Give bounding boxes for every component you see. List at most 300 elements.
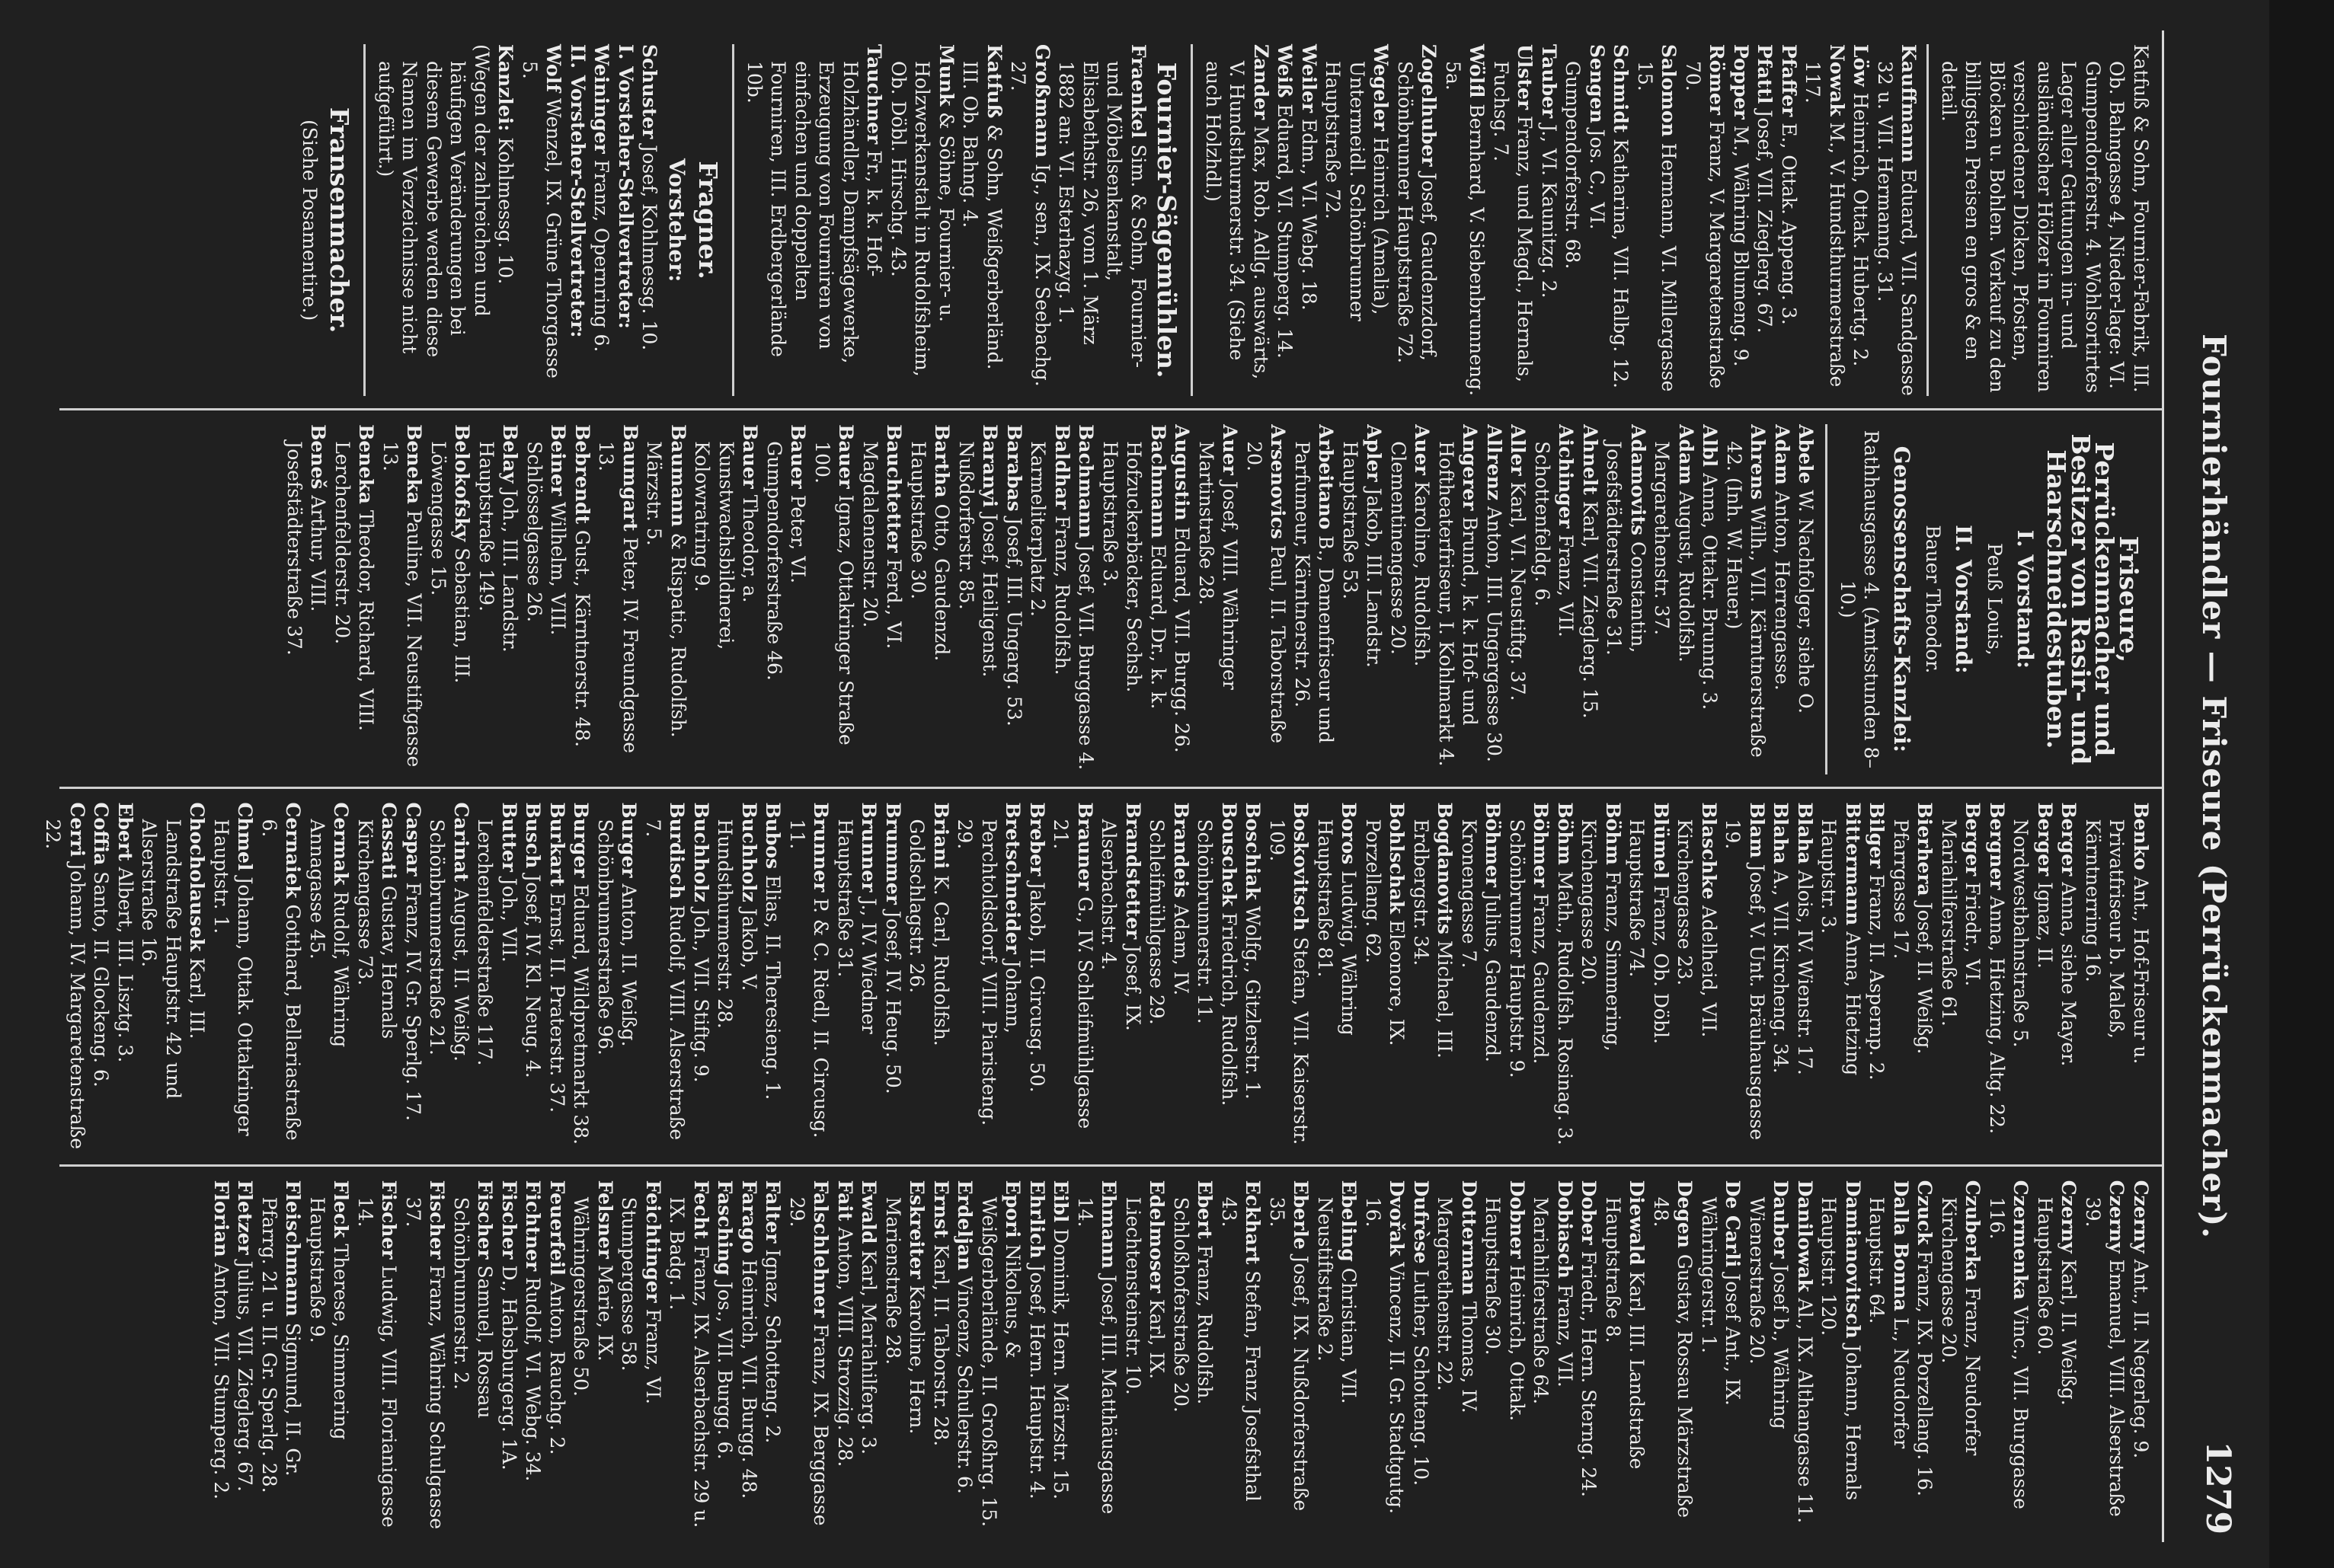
entry-details: Stefan, Franz Josefsthal 43. [1218, 1196, 1265, 1502]
entry-details: Eduard, VII. Sandgasse 32 u. VII. Hermanng. 31. [1874, 61, 1920, 396]
entry-name: Bittermann [1842, 802, 1864, 926]
entry-name: Brauner [1074, 802, 1096, 891]
cross-reference: (Siehe Posamentire.) [299, 120, 321, 321]
entry-details: Gotthard, Bellariastraße 6. [258, 819, 305, 1141]
entry-name: Falschlehner [810, 1180, 833, 1318]
entry-name: Adamovits [1627, 424, 1649, 536]
entry-name: Eskreiter [906, 1180, 929, 1279]
entry-name: Tauber [1538, 44, 1560, 119]
entry-list-4 [209, 1180, 2153, 1530]
entry-name: Arbeitano [1315, 424, 1338, 530]
entry-name: Bogdanovits [1434, 802, 1456, 934]
entry-name: Adam [1675, 424, 1697, 485]
entry-details: Gustav, Rossau Märzstraße 48. [1650, 1196, 1696, 1519]
directory-entry [233, 1180, 257, 1530]
directory-entry [1722, 424, 1770, 774]
entry-details: Franz, Neudorfer Kirchengasse 20. [1938, 1196, 1984, 1456]
divider [1191, 44, 1194, 396]
directory-entry [283, 424, 331, 774]
directory-entry [1361, 803, 1409, 1152]
entry-name: Ehmann [1098, 1180, 1121, 1269]
entry-name: Ehrlich [1026, 1180, 1048, 1259]
directory-entry [1753, 44, 1777, 396]
page-number: 1279 [2198, 1441, 2237, 1534]
entry-details: Jakob, V. Hundsthurmerstr. 28. [714, 819, 760, 1029]
entry-details: Franz, VII. Mariahilferstraße 64. [1530, 1196, 1576, 1405]
entry-details: B., Damenfriseur und Parfumeur, Kärntnerstr. 26. [1291, 441, 1338, 744]
entry-name: Felsner [594, 1180, 616, 1259]
entry-name: Weiler [1298, 44, 1320, 113]
officer-value: Peuß Louis, [1984, 542, 2006, 656]
directory-entry [953, 1180, 977, 1530]
entry-details: Rudolf, VI. Webg. 34. [522, 1271, 545, 1482]
directory-entry [1097, 803, 1145, 1152]
entry-details: Anton, VII. Stumperg. 2. [210, 1257, 232, 1500]
directory-entry [1529, 1180, 1577, 1530]
section-heading-fransen: Fransenmacher. [325, 107, 355, 334]
entry-name: Aichinger [1555, 424, 1578, 529]
directory-entry [1241, 803, 1265, 1152]
entry-name: Burger [570, 802, 593, 878]
directory-entry [1273, 44, 1297, 396]
entry-details: Anton, III. Ungargasse 30. [1483, 500, 1505, 762]
directory-entry [590, 44, 614, 396]
directory-entry [690, 424, 763, 774]
entry-name: Czuck [1914, 1180, 1936, 1245]
entry-details: Franz, IX. Berggasse 29. [786, 1196, 833, 1526]
directory-entry [1650, 424, 1698, 774]
entry-name: Baranyi [979, 424, 1002, 508]
entry-details: Heinrich, Ottak. Hubertg. 2. [1850, 86, 1872, 367]
entry-name: Römer [1706, 44, 1728, 115]
entry-details: & Sohn, Weißgerberländ. III. Ob. Bahng. 4. [959, 61, 1006, 370]
directory-entry [1313, 803, 1361, 1152]
directory-entry [1793, 803, 1818, 1152]
directory-entry [1729, 44, 1754, 396]
entry-name: Fischer [426, 1180, 449, 1260]
directory-entry [1673, 803, 1721, 1152]
entry-details: Friedrich, Rudolfsh. Schönbrunnerstr. 11. [1194, 819, 1240, 1107]
directory-entry [1386, 424, 1434, 774]
entry-details: Eduard, Wildpretmarkt 38. [570, 877, 593, 1145]
entry-name: Bauer [787, 424, 810, 489]
entry-details: Ludwig, VIII. Florianigasse 14. [354, 1196, 401, 1528]
directory-entry [497, 1180, 522, 1530]
entry-name: Diewald [1626, 1180, 1648, 1266]
entry-details: Johann, Perchtoldsdorf, VIII. Piaristeng. 29. [954, 819, 1025, 1126]
entry-name: Arsenovics [1267, 424, 1290, 539]
divider [364, 44, 366, 396]
directory-entry [713, 1180, 737, 1530]
directory-entry [1602, 424, 1650, 774]
entry-details: Ludwig, Währing Hauptstraße 81. [1314, 819, 1360, 1036]
entry-name: Buchholz [738, 802, 760, 902]
directory-entry [811, 424, 858, 774]
directory-entry [1201, 44, 1274, 396]
directory-entry [953, 803, 1025, 1152]
directory-entry [518, 44, 566, 396]
directory-entry [763, 424, 811, 774]
entry-name: Damianovitsch [1842, 1180, 1864, 1339]
entry-details: Brund., k. k. Hof- und Hoftheaterfriseur, I. Kohlmarkt 4. [1435, 441, 1482, 767]
entry-name: Eibl [1050, 1180, 1073, 1223]
directory-entry [1049, 803, 1097, 1152]
directory-entry [1169, 1180, 1217, 1530]
entry-details: Joh., VII. Stiftg. 9. [690, 902, 712, 1083]
directory-entry [954, 424, 1002, 774]
directory-entry [1817, 1180, 1865, 1530]
entry-details: Josef, IV. Kl. Neug. 4. [522, 868, 545, 1078]
directory-entry [689, 803, 714, 1152]
entry-details: Ant., II. Negerleg. 9. [2130, 1253, 2152, 1459]
entry-name: Belay [499, 424, 522, 484]
entry-name: Burkart [546, 802, 568, 887]
entry-details: Franz, VII. Schottenfeldg. 6. [1531, 441, 1578, 637]
entry-name: Berger [2034, 802, 2056, 877]
entry-name: Dober [1578, 1180, 1600, 1245]
column-3 [42, 787, 2162, 1164]
directory-entry [1505, 803, 1553, 1152]
directory-entry [887, 44, 959, 396]
entry-name: Belokofsky [451, 424, 474, 542]
entry-details: August, Rudolfsh. Margarethenstr. 37. [1651, 441, 1697, 663]
entry-name: Ebeling [1338, 1180, 1360, 1262]
entry-details: Franz, IV. Gr. Sperlg. 17. [402, 876, 424, 1121]
directory-entry [617, 1180, 665, 1530]
section-heading: Fournier-Sägemühlen. [1152, 62, 1182, 378]
directory-entry [545, 1180, 570, 1530]
directory-entry [1601, 1180, 1649, 1530]
entry-details: Peter, VI. Gumpendorferstraße 46. [763, 441, 810, 681]
entry-details: Thomas, IV. Margarethenstr. 22. [1434, 1196, 1480, 1413]
entry-name: Nowak [1826, 44, 1848, 117]
entry-details: Franz, II. Aspernp. 2. [1866, 868, 1888, 1081]
entry-details: Eleonore, IX. Porzellang. 62. [1362, 819, 1408, 1046]
entry-name: Allrenz [1483, 424, 1505, 501]
entry-details: Josef, IV. Heug. 50. [882, 904, 904, 1094]
entry-name: Schmidt [1610, 44, 1632, 133]
entry-details: Rudolf, Währing Annagasse 45. [306, 819, 353, 1048]
entry-name: Boros [1338, 802, 1360, 865]
entry-details: Anna, Ottakr. Brunng. 3. [1699, 467, 1722, 711]
entry-name: Degen [1674, 1180, 1696, 1248]
column-1 [59, 30, 2162, 408]
directory-entry [1530, 424, 1578, 774]
directory-entry [761, 1180, 785, 1530]
directory-entry [1409, 803, 1457, 1152]
directory-entry [1441, 44, 1489, 396]
officer-label: I. Vorstand: [2013, 529, 2038, 669]
section-heading-fragner: Fragner. [693, 161, 724, 279]
directory-entry [379, 424, 427, 774]
entry-details: J., IV. Wiedner Hauptstraße 31. [834, 819, 881, 1034]
entry-details: Josef, VII. Burggasse 4. [1075, 538, 1098, 771]
directory-entry [1506, 424, 1530, 774]
entry-name: Czerny [2130, 1180, 2152, 1253]
directory-entry [857, 1180, 881, 1530]
entry-details: Friedr., VI. Mariahilferstraße 61. [1938, 819, 1984, 1027]
entry-name: Caspar [402, 802, 424, 877]
entry-details: Anton, II. Weißg. Schönbrunnerstraße 96. [594, 819, 641, 1055]
divider [733, 44, 735, 396]
entry-name: Bauer [835, 424, 858, 489]
directory-entry [545, 803, 570, 1152]
entry-name: Cassati [378, 802, 401, 880]
entry-details: Michael, III. Erdbergstr. 34. [1410, 819, 1456, 1059]
entry-details: Joh., VII. Lerchenfelderstraße 117. [474, 819, 520, 1066]
directory-entry [594, 424, 642, 774]
directory-entry [353, 803, 401, 1152]
entry-name: Burdisch [666, 802, 689, 899]
entry-details: Marie, IX. Währingerstraße 50. [570, 1196, 616, 1397]
entry-details: Franz, Gaudenzd. Schönbrunner Hauptstr. 9. [1506, 819, 1552, 1078]
directory-entry [1025, 1180, 1050, 1530]
directory-entry [1649, 1180, 1697, 1530]
entry-details: Adam, IV. Schleifmühlgasse 29. [1146, 819, 1192, 1025]
entry-name: Cermak [330, 802, 353, 886]
entry-list-1 [1201, 44, 1921, 396]
directory-entry [2129, 1180, 2153, 1530]
advertisement: Katfuß & Sohn, Fournier-Fabrik, III. Ob. Bahngasse 4, Nieder-lage: VI. Gumpendorferstr. 4. Wohlsortirtes Lager aller Gattungen in- und ausländischer Hölzer in Fourniren verschiedener Dicken, Pfosten, Blöcken u. Bohlen. Verkauf zu den billigsten Preisen en gros & en detail. [1927, 44, 2153, 396]
directory-entry [1553, 803, 1578, 1152]
entry-details: Bernhard, V. Siebenbrunneng. 5a. [1442, 61, 1488, 396]
entry-name: Salomon [1658, 44, 1680, 137]
directory-entry [137, 803, 209, 1152]
directory-entry [1913, 1180, 1937, 1530]
entry-name: Böhmer [1530, 802, 1552, 888]
entry-name: Schuster [638, 44, 661, 139]
entry-details: Jakob, II. Circusg. 50. [1026, 876, 1048, 1093]
directory-entry [1006, 44, 1054, 396]
directory-entry [881, 803, 906, 1152]
entry-name: Florian [210, 1180, 232, 1257]
directory-entry [2009, 803, 2057, 1152]
entry-name: Epori [1002, 1180, 1025, 1238]
directory-entry [1098, 424, 1171, 774]
entry-name: Czermenka [2009, 1180, 2032, 1300]
entry-details: Julius, VII. Zieglerg. 67. [234, 1254, 257, 1492]
entry-name: Bierhera [1914, 802, 1936, 896]
entry-details: G., IV. Schleifmühlgasse 21. [1050, 819, 1096, 1129]
entry-name: Weiß [1274, 44, 1296, 98]
entry-details: Heinrich, VII. Burgg. 48. [738, 1253, 760, 1499]
entry-name: Apler [1363, 424, 1386, 482]
directory-entry [1697, 1180, 1745, 1530]
directory-entry [1313, 1180, 1361, 1530]
entry-details: Anna, siehe Mayer. [2057, 876, 2080, 1067]
entry-details: J., VI. Kaunitzg. 2. [1538, 118, 1560, 299]
entry-name: Blam [1746, 802, 1768, 858]
entry-name: Boschiak [1242, 802, 1265, 900]
entry-name: Czuberka [1962, 1180, 1984, 1282]
entry-details: Ferd., VI. Magdalenenstr. 20. [859, 441, 906, 650]
directory-entry [1434, 424, 1482, 774]
entry-details: Friedr., Hern. Sterng. 24. [1578, 1244, 1600, 1497]
page-title: Fournierhändler — Friseure (Perrückenmacher). [2195, 334, 2233, 1239]
entry-details: Rudolf, VIII. Alserstraße 7. [642, 819, 689, 1141]
entry-details: Karl, III. Landstraße Hauptstraße 8. [1602, 1196, 1648, 1470]
entry-name: Bebrendt [571, 424, 593, 525]
entry-details: Karl, Mariahilferg. 3. [858, 1244, 881, 1455]
entry-details: Alois, IV. Wienstr. 17. [1794, 864, 1816, 1075]
directory-entry [1170, 424, 1194, 774]
directory-entry [1193, 803, 1241, 1152]
directory-entry [1721, 803, 1769, 1152]
directory-entry [209, 803, 257, 1152]
entry-name: Zander [1250, 44, 1272, 120]
entry-name: Pfattl [1754, 44, 1776, 104]
directory-entry [1482, 424, 1507, 774]
directory-entry [353, 1180, 401, 1530]
entry-details: Karl, III. Landstraße Hauptstr. 42 und Alserstraße 16. [138, 819, 209, 1100]
entry-name: Chmel [234, 802, 257, 871]
entry-details: Elias, II. Theresieng. 1. [762, 869, 785, 1100]
entry-name: Farago [738, 1180, 760, 1253]
entry-name: Pfaffer [1778, 44, 1800, 117]
entry-list-sawmills [743, 44, 1151, 396]
entry-details: Franz, VI. Stumpergasse 58. [618, 1196, 664, 1404]
entry-name: Fait [834, 1180, 856, 1222]
directory-entry [1625, 803, 1673, 1152]
entry-details: Karoline, Rudolfsh. Clementinengasse 20. [1387, 441, 1434, 667]
entry-name: Busch [522, 802, 545, 869]
directory-entry [571, 424, 595, 774]
directory-entry [743, 44, 887, 396]
entry-name: Dobiasch [1554, 1180, 1576, 1279]
entry-details: Al., IX. Althangasse 11. [1794, 1292, 1816, 1524]
directory-entry [1865, 1180, 1913, 1530]
entry-details: M., Währing Blumeng. 9. [1730, 119, 1752, 367]
entry-name: Brunner [810, 802, 833, 893]
directory-entry [449, 1180, 497, 1530]
entry-details: Franz, Opernring 6. [590, 153, 613, 353]
entry-details: Franz, und Magd., Hernals, Fuchsg. 7. [1490, 61, 1536, 383]
entry-details: A., VII. Kircheng. 34. [1770, 864, 1792, 1074]
entry-details: Wolfg., Gitzlerstr. 1. [1242, 899, 1265, 1100]
entry-details: Karl, II. Weißg. Hauptstraße 60. [2034, 1196, 2080, 1406]
directory-entry [2081, 803, 2153, 1152]
entry-details: Jos. C., VI. Gumpendorferstr. 68. [1562, 61, 1608, 270]
directory-entry [1794, 424, 1818, 774]
directory-entry [1338, 424, 1386, 774]
entry-name: Ebert [114, 802, 136, 861]
officer-label: Genossenschafts-Kanzlei: [1889, 445, 1914, 753]
entry-details: Josef b., Währing Wienerstraße 20. [1746, 1196, 1792, 1429]
entry-details: Math., Rudolfsh. Rosinag. 3. [1554, 864, 1576, 1145]
entry-details: Johann, Hernals Hauptstr. 120. [1818, 1196, 1864, 1501]
entry-name: Brandeis [1170, 802, 1192, 899]
entry-details: Franz, IX. Alserbachstr. 29 u. IX. Badg. 1. [666, 1196, 712, 1528]
directory-entry [1217, 1180, 1265, 1530]
directory-entry [833, 1180, 858, 1530]
directory-entry [1561, 44, 1609, 396]
entry-name: Ahnelt [1579, 424, 1601, 495]
directory-entry [2033, 1180, 2081, 1530]
entry-details: Vincenz, Schulerstr. 6. [954, 1270, 977, 1494]
note: (Wegen der zahlreichen und häufigen Veränderungen bei diesem Gewerbe werden diese Namen im Verzeichnisse nicht aufgeführt.) [375, 44, 493, 358]
entry-name: Cerri [66, 802, 88, 857]
directory-entry [1770, 424, 1795, 774]
entry-name: Blaschke [1698, 802, 1720, 900]
directory-entry [1537, 44, 1562, 396]
entry-details: E., Ottak. Appeng. 3. [1778, 117, 1800, 325]
entry-details: Karl, VI. Neustiftg. 37. [1507, 475, 1530, 701]
entry-details: Josef, VII. Zieglerg. 67. [1754, 104, 1776, 334]
entry-name: Ernst [930, 1180, 952, 1238]
entry-name: Fasching [714, 1180, 737, 1276]
entry-details: D., Habsburgerg. 1A. [498, 1259, 520, 1471]
directory-entry [1361, 1180, 1409, 1530]
entry-details: Joh., III. Landstr. Hauptstraße 149. [475, 441, 522, 653]
entry-details: Ig., sen., IX. Seebachg. 27. [1007, 61, 1053, 387]
directory-entry [1777, 44, 1802, 396]
entry-name: Zogelhuber [1418, 44, 1440, 167]
entry-list-fragner [494, 44, 662, 396]
directory-entry [905, 803, 953, 1152]
entry-details: Arthur, VIII. Josefstädterstraße 37. [283, 441, 330, 656]
directory-entry [1049, 1180, 1073, 1530]
entry-details: Albert, III. Lisztg. 3. [114, 861, 136, 1063]
entry-name: Böhm [1602, 802, 1624, 865]
entry-name: Danilowak [1794, 1180, 1816, 1292]
entry-name: Munk [935, 44, 958, 107]
directory-entry [114, 803, 138, 1152]
entry-name: Eberle [1290, 1180, 1312, 1250]
entry-details: Franz, Ob. Döbl. Hauptstraße 74. [1626, 819, 1672, 1044]
entry-name: De Carli [1722, 1180, 1744, 1268]
entry-name: Dufrèse [1410, 1180, 1432, 1264]
entry-name: Ulster [1514, 44, 1536, 110]
directory-entry [1002, 424, 1027, 774]
entry-details: Josef, III. Ungarg. 53. [1003, 511, 1025, 727]
entry-details: Sebastian, III. Löwengasse 15. [427, 441, 474, 684]
entry-details: Theodor, Richard, VIII. Lerchenfelderstr. 20. [331, 441, 378, 731]
directory-entry [1817, 803, 1865, 1152]
entry-details: Sigmund, II. Gr. Pfarrg. 21 u. II. Gr. Sperlg. 28. [258, 1196, 305, 1493]
entry-name: Abele [1795, 424, 1818, 484]
entry-name: Löw [1850, 44, 1872, 87]
officer-list [1836, 424, 2038, 774]
directory-entry [881, 1180, 929, 1530]
entry-details: Fr., k. k. Hof-Holzhändler, Dampfsägewerke, Erzeugung von Fourniren von einfachen und doppelten Fourniren, III. Erdbergerlände 10b. [743, 61, 886, 364]
entry-name: Dauber [1770, 1180, 1792, 1259]
directory-entry [1889, 803, 1937, 1152]
directory-entry [1937, 803, 1985, 1152]
entry-name: Sengen [1586, 44, 1608, 123]
directory-entry [521, 803, 545, 1152]
entry-details: Josef, VIII. Währinger Martinstraße 28. [1195, 441, 1242, 690]
entry-name: Cernaiek [282, 802, 305, 899]
directory-entry [1633, 44, 1681, 396]
entry-name: Butter [498, 802, 520, 872]
directory-entry [1290, 424, 1338, 774]
entry-details: Josef, Heiligenst. Nußdorferstr. 85. [955, 441, 1002, 678]
entry-name: Blaha [1794, 802, 1816, 864]
directory-entry [1481, 1180, 1529, 1530]
entry-name: Fleischmann [282, 1180, 305, 1317]
entry-name: Dotterman [1458, 1180, 1480, 1296]
entry-details: Pauline, VII. Neustiftgasse 13. [379, 441, 426, 768]
entry-name: Ewald [858, 1180, 881, 1244]
directory-entry [1698, 424, 1722, 774]
entry-name: Adam [1771, 424, 1793, 485]
entry-name: Carinat [450, 802, 472, 883]
entry-details: Josef, II. Weißg. Pfarrgasse 17. [1890, 819, 1936, 1055]
directory-entry [305, 1180, 353, 1530]
directory-entry [785, 803, 833, 1152]
entry-name: Blaha [1770, 802, 1792, 864]
entry-details: Christian, VII. Neustiftstraße 2. [1314, 1196, 1360, 1404]
